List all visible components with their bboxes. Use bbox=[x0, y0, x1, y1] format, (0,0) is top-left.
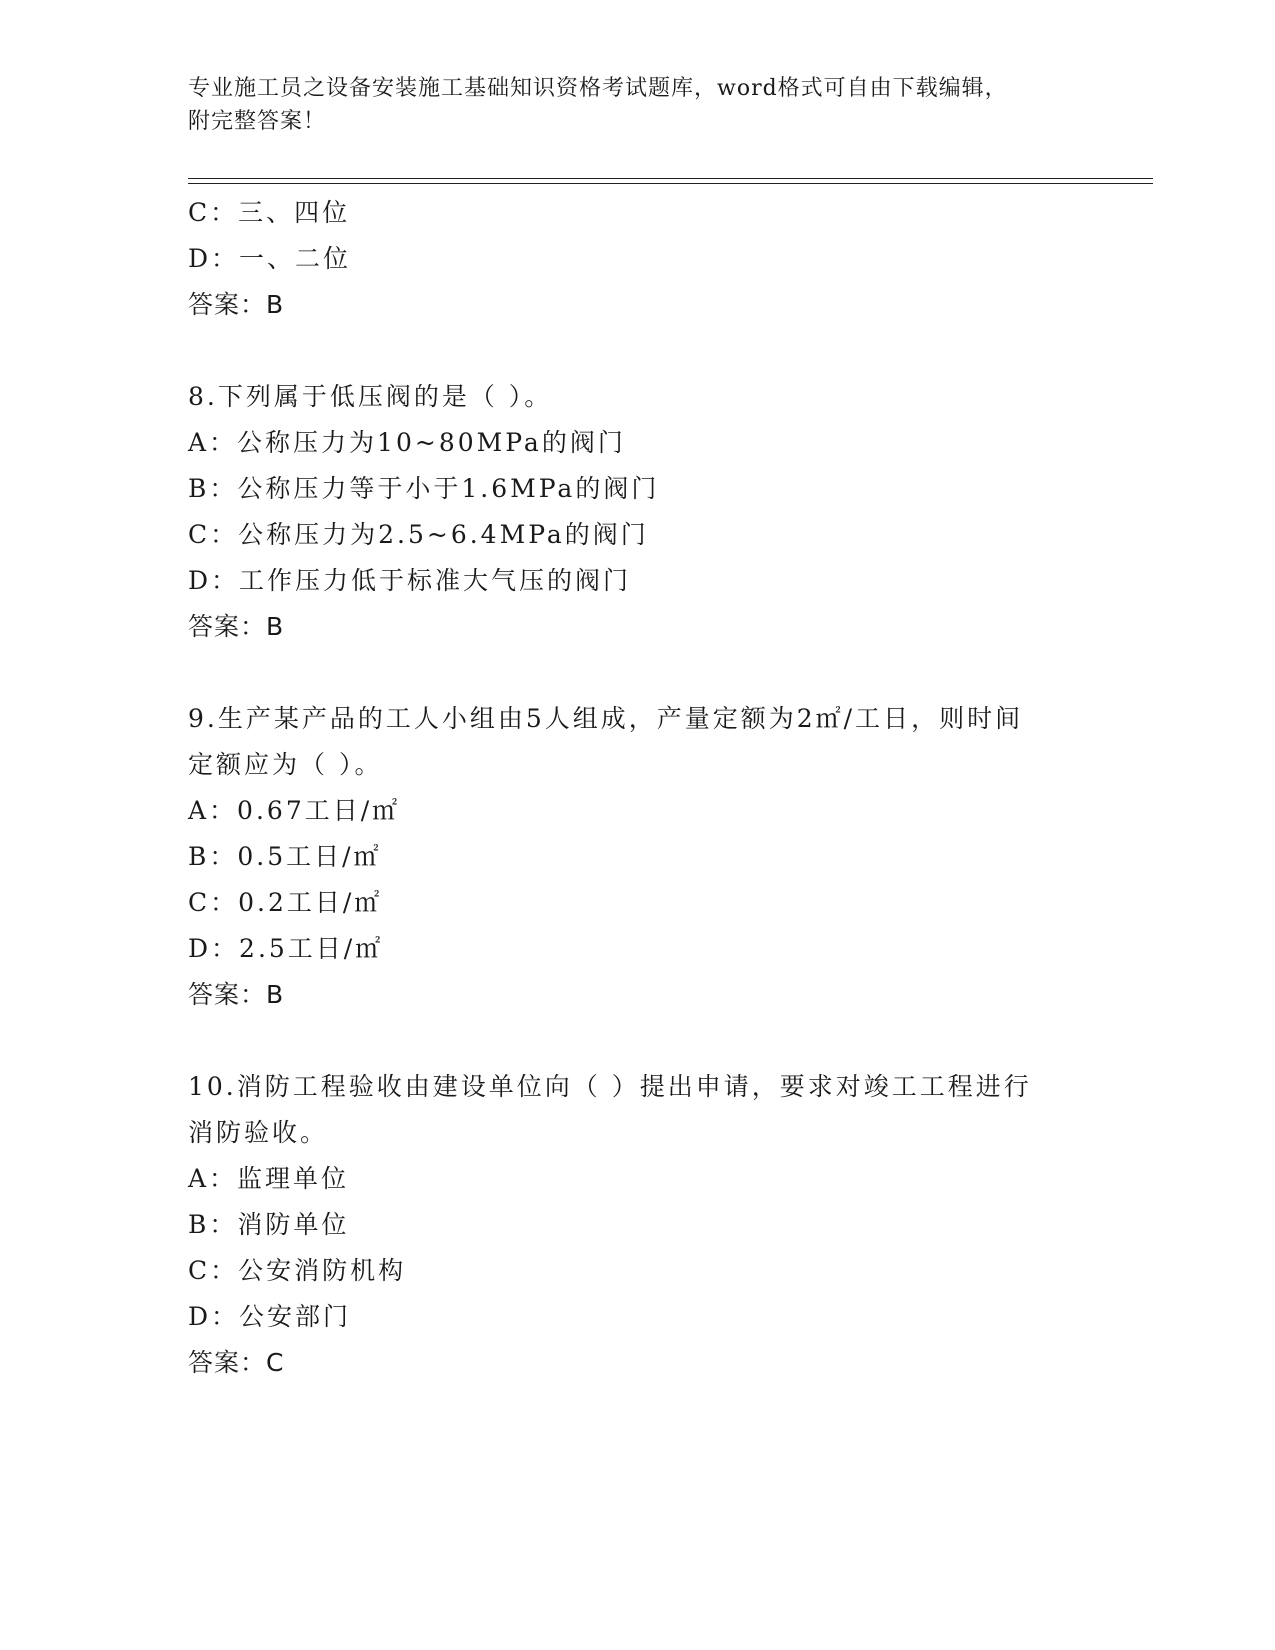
option-a: A：0.67工日/㎡ bbox=[188, 796, 401, 825]
question-stem-line-2: 消防验收。 bbox=[188, 1118, 329, 1147]
option-c: C：三、四位 bbox=[188, 198, 351, 227]
header-divider-bottom bbox=[188, 183, 1153, 184]
answer-line: 答案：C bbox=[188, 1348, 285, 1377]
question-stem-line-1: 10.消防工程验收由建设单位向（ ）提出申请，要求对竣工工程进行 bbox=[188, 1072, 1032, 1101]
header-divider-top bbox=[188, 178, 1153, 179]
option-c: C：公称压力为2.5~6.4MPa的阀门 bbox=[188, 520, 649, 549]
option-a: A：公称压力为10~80MPa的阀门 bbox=[188, 428, 626, 457]
question-10 bbox=[188, 1064, 1088, 1386]
previous-question-tail bbox=[188, 190, 1088, 328]
document-header bbox=[188, 72, 1068, 138]
spacer bbox=[188, 328, 1088, 374]
option-d: D：工作压力低于标准大气压的阀门 bbox=[188, 566, 632, 595]
option-a: A：监理单位 bbox=[188, 1164, 350, 1193]
spacer bbox=[188, 1018, 1088, 1064]
option-b: B：0.5工日/㎡ bbox=[188, 842, 382, 871]
question-8 bbox=[188, 374, 1088, 650]
option-c: C：0.2工日/㎡ bbox=[188, 888, 383, 917]
option-b: B：消防单位 bbox=[188, 1210, 350, 1239]
spacer bbox=[188, 650, 1088, 696]
question-list bbox=[188, 190, 1088, 1386]
question-9 bbox=[188, 696, 1088, 1018]
option-d: D：2.5工日/㎡ bbox=[188, 934, 384, 963]
option-b: B：公称压力等于小于1.6MPa的阀门 bbox=[188, 474, 660, 503]
option-d: D：公安部门 bbox=[188, 1302, 352, 1331]
answer-line: 答案：B bbox=[188, 612, 285, 641]
question-stem: 8.下列属于低压阀的是（ ）。 bbox=[188, 382, 553, 411]
answer-line: 答案：B bbox=[188, 290, 285, 319]
header-title-line-1: 专业施工员之设备安装施工基础知识资格考试题库，word格式可自由下载编辑， bbox=[188, 76, 1008, 101]
question-stem-line-1: 9.生产某产品的工人小组由5人组成，产量定额为2㎡/工日，则时间 bbox=[188, 704, 1024, 733]
option-c: C：公安消防机构 bbox=[188, 1256, 407, 1285]
answer-line: 答案：B bbox=[188, 980, 285, 1009]
question-stem-line-2: 定额应为（ ）。 bbox=[188, 750, 383, 779]
option-d: D：一、二位 bbox=[188, 244, 352, 273]
header-title-line-2: 附完整答案！ bbox=[188, 109, 327, 134]
